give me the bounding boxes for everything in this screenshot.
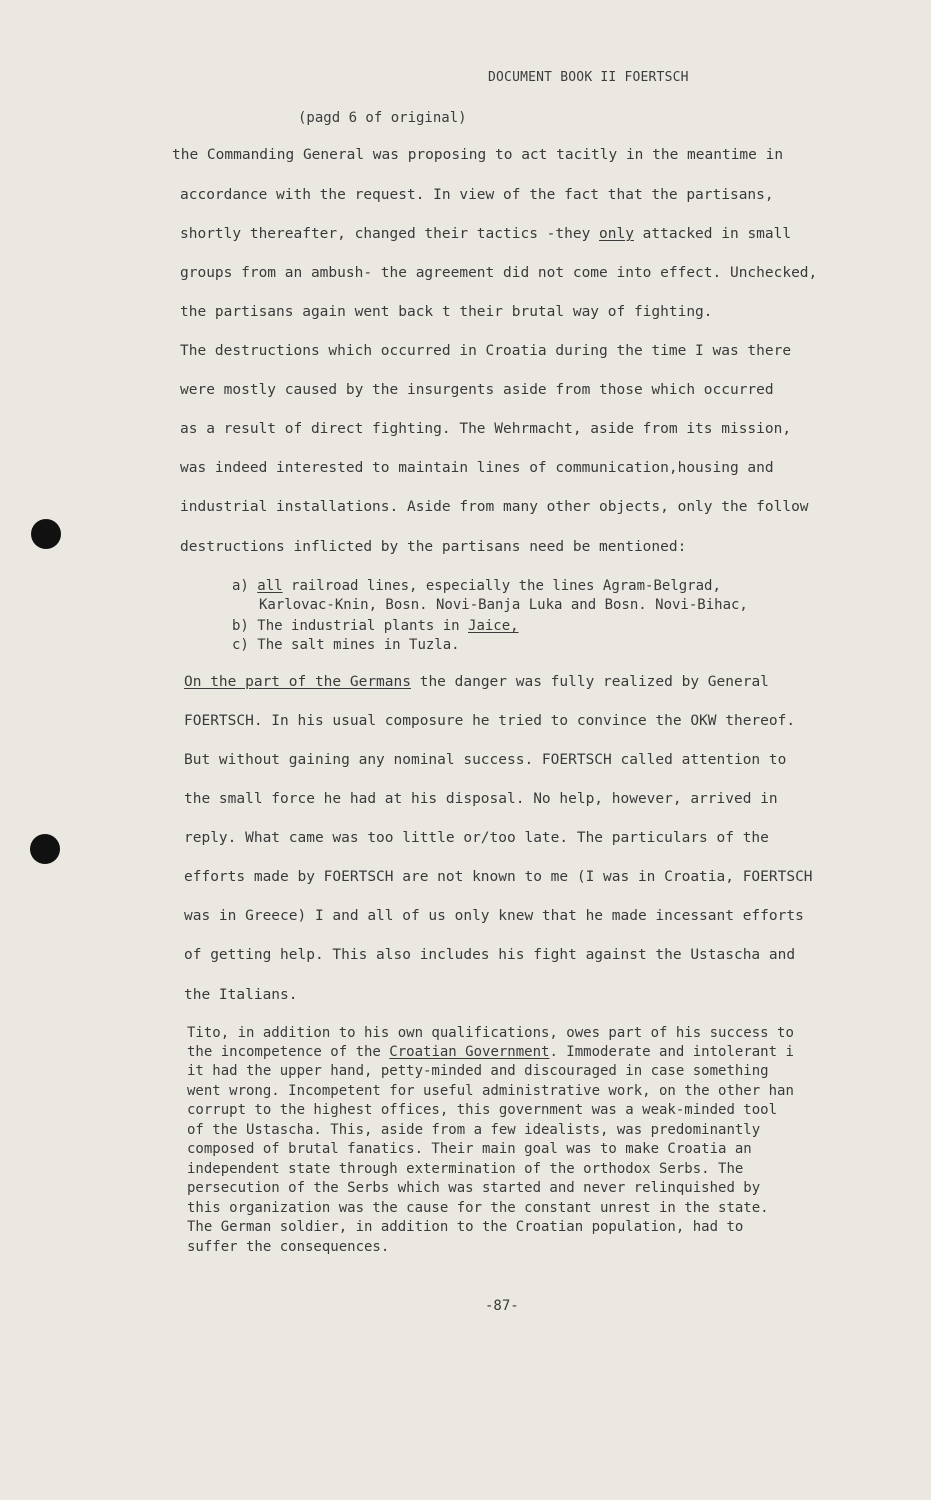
body-line: But without gaining any nominal success. FOERTSCH called attention to (184, 752, 787, 768)
body-line: destructions inflicted by the partisans need be mentioned: (180, 539, 687, 555)
body-line: the Italians. (184, 987, 298, 1003)
body-line: of getting help. This also includes his fight against the Ustascha and (184, 947, 796, 963)
body-line: independent state through extermination of the orthodox Serbs. The (187, 1161, 744, 1177)
body-line: the partisans again went back t their brutal way of fighting. (180, 304, 713, 320)
body-line: was indeed interested to maintain lines of communication,housing and (180, 460, 774, 476)
document-title: DOCUMENT BOOK II FOERTSCH (488, 70, 689, 85)
body-line: accordance with the request. In view of the fact that the partisans, (180, 187, 774, 203)
body-line: composed of brutal fanatics. Their main goal was to make Croatia an (187, 1141, 752, 1157)
body-line: Tito, in addition to his own qualifications, owes part of his success to (187, 1025, 794, 1041)
body-line: The destructions which occurred in Croatia during the time I was there (180, 343, 792, 359)
body-line: the incompetence of the Croatian Government. Immoderate and intolerant i (187, 1044, 794, 1060)
body-line: shortly thereafter, changed their tactics -they only attacked in small (180, 226, 792, 242)
body-line: FOERTSCH. In his usual composure he tried to convince the OKW thereof. (184, 713, 796, 729)
body-line: it had the upper hand, petty-minded and discouraged in case something (187, 1063, 769, 1079)
body-line: efforts made by FOERTSCH are not known to me (I was in Croatia, FOERTSCH (184, 869, 813, 885)
body-line: corrupt to the highest offices, this government was a weak-minded tool (187, 1102, 778, 1118)
body-line: the small force he had at his disposal. No help, however, arrived in (184, 791, 778, 807)
body-line: persecution of the Serbs which was started and never relinquished by (187, 1180, 761, 1196)
list-item: c) The salt mines in Tuzla. (232, 637, 460, 653)
body-line: this organization was the cause for the constant unrest in the state. (187, 1200, 769, 1216)
body-line: of the Ustascha. This, aside from a few idealists, was predominantly (187, 1122, 761, 1138)
list-item: a) all railroad lines, especially the lines Agram-Belgrad, (232, 578, 721, 594)
body-line: reply. What came was too little or/too late. The particulars of the (184, 830, 769, 846)
list-item: b) The industrial plants in Jaice, (232, 618, 519, 634)
list-item-continuation: Karlovac-Knin, Bosn. Novi-Banja Luka and Bosn. Novi-Bihac, (259, 597, 748, 613)
body-line: as a result of direct fighting. The Wehrmacht, aside from its mission, (180, 421, 792, 437)
punch-hole (30, 834, 60, 864)
body-line: the Commanding General was proposing to act tacitly in the meantime in (172, 147, 784, 163)
body-line: went wrong. Incompetent for useful administrative work, on the other han (187, 1083, 794, 1099)
body-line: The German soldier, in addition to the Croatian population, had to (187, 1219, 744, 1235)
punch-hole (31, 519, 61, 549)
page-reference: (pagd 6 of original) (298, 110, 467, 126)
body-line: industrial installations. Aside from many other objects, only the follow (180, 499, 809, 515)
body-line: were mostly caused by the insurgents aside from those which occurred (180, 382, 774, 398)
body-line: On the part of the Germans the danger was fully realized by General (184, 674, 769, 690)
body-line: groups from an ambush- the agreement did not come into effect. Unchecked, (180, 265, 818, 281)
body-line: suffer the consequences. (187, 1239, 390, 1255)
body-line: was in Greece) I and all of us only knew that he made incessant efforts (184, 908, 804, 924)
page-number: -87- (485, 1298, 519, 1314)
